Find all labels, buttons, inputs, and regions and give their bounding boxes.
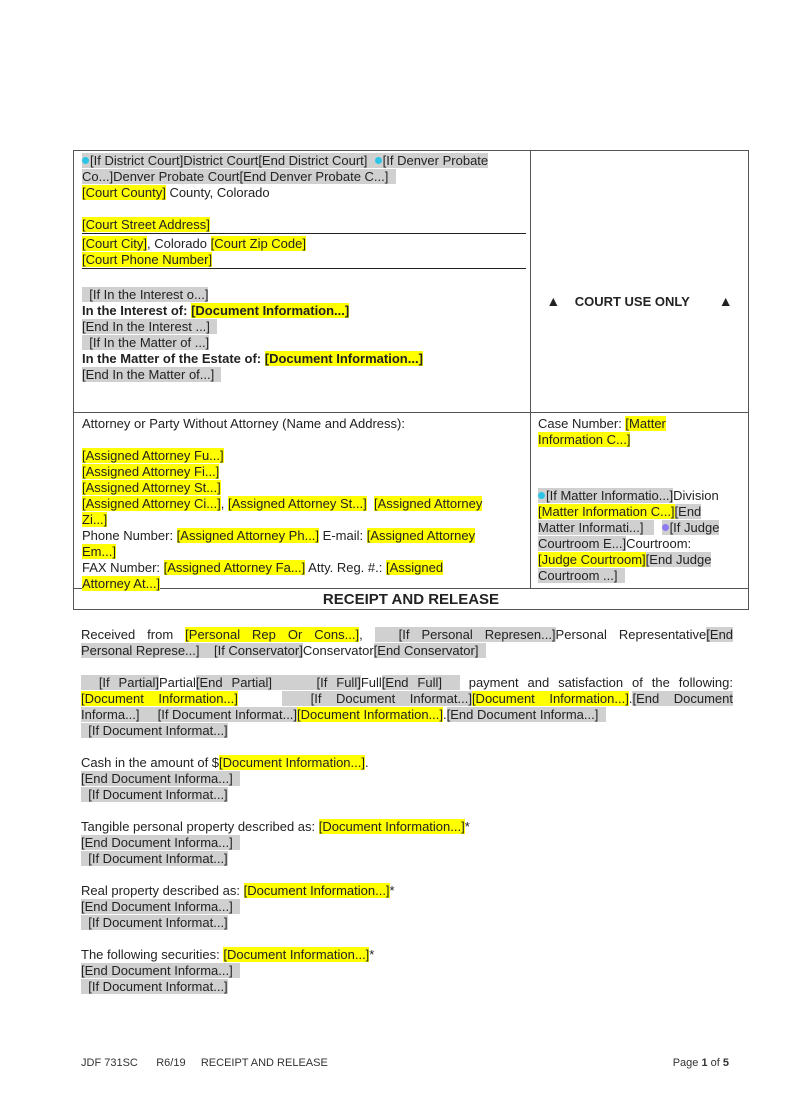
- attorney-firm-field[interactable]: [Assigned Attorney Fi...]: [82, 464, 220, 479]
- cash-paragraph: [81, 755, 733, 803]
- if-personal-rep-field[interactable]: [If Personal Represen...]: [398, 627, 556, 642]
- end-partial-field[interactable]: [End Partial]: [195, 675, 272, 690]
- estate-label: In the Matter of the Estate of:: [82, 351, 265, 366]
- cash-label: Cash in the amount of $: [81, 755, 220, 770]
- court-use-only: [531, 293, 748, 309]
- end-interest-line: [82, 319, 524, 335]
- end-personal-rep-field-a[interactable]: [End: [706, 627, 734, 642]
- county-colorado-text: County, Colorado: [165, 185, 270, 200]
- if-doc-info-field[interactable]: [If Document Informat...]: [88, 979, 228, 994]
- period-text: .: [443, 707, 447, 722]
- cash-doc-info-field[interactable]: [Document Information...]: [219, 755, 365, 770]
- if-denver-field-b[interactable]: Co...]: [82, 169, 114, 184]
- if-matter-line: [82, 335, 524, 351]
- real-property-label: Real property described as:: [81, 883, 244, 898]
- if-doc-info-field[interactable]: [If Document Informat...]: [310, 691, 472, 706]
- end-judge-field-b[interactable]: Courtroom ...]: [538, 568, 618, 583]
- matter-info-field[interactable]: [Matter Information C...]: [538, 504, 675, 519]
- denver-probate-text: Denver Probate Court: [113, 169, 240, 184]
- attorney-state-field[interactable]: [Assigned Attorney St...]: [227, 496, 367, 511]
- court-county-field[interactable]: [Court County]: [82, 185, 166, 200]
- end-doc-info-field[interactable]: [End Document Informa...]: [81, 771, 233, 786]
- case-number-label: Case Number:: [538, 416, 626, 431]
- page-number: 1: [701, 1057, 708, 1069]
- court-city-field[interactable]: [Court City]: [82, 236, 148, 251]
- tangible-paragraph: [81, 819, 733, 867]
- if-doc-info-field[interactable]: [If Document Informat...]: [157, 707, 298, 722]
- page-label: Page: [672, 1057, 702, 1069]
- attorney-fax-line: [82, 560, 524, 576]
- if-doc-info-field[interactable]: [If Document Informat...]: [88, 723, 228, 738]
- interest-label: In the Interest of:: [82, 303, 192, 318]
- attorney-fax-field[interactable]: [Assigned Attorney Fa...]: [163, 560, 306, 575]
- end-doc-info-field[interactable]: [End Document Informa...]: [81, 899, 233, 914]
- end-matter-info-field-a[interactable]: [End: [674, 504, 702, 519]
- end-matter-line: [82, 367, 524, 383]
- court-street-field[interactable]: [Court Street Address]: [82, 217, 210, 232]
- page-indicator: [673, 1057, 729, 1069]
- end-doc-info-field[interactable]: [End Document Informa...]: [446, 707, 599, 722]
- page-footer: [81, 1057, 733, 1069]
- attorney-street-field[interactable]: [Assigned Attorney St...]: [82, 480, 221, 495]
- securities-label: The following securities:: [81, 947, 224, 962]
- email-label: E-mail:: [319, 528, 367, 543]
- end-doc-info-field-a[interactable]: [End Document: [632, 691, 733, 706]
- form-revision: R6/19: [156, 1057, 186, 1069]
- if-doc-info-field[interactable]: [If Document Informat...]: [88, 851, 228, 866]
- field-marker-icon: [662, 524, 669, 531]
- division-field-line: [538, 504, 744, 520]
- up-arrow-icon: ▲: [718, 293, 733, 309]
- estate-doc-info-field[interactable]: [Document Information...]: [264, 351, 423, 366]
- estate-line: [82, 351, 524, 367]
- end-judge-field-a[interactable]: [End Judge: [645, 552, 712, 567]
- attorney-cell: [74, 413, 531, 589]
- of-label: of: [707, 1057, 723, 1069]
- court-line-1: [82, 153, 524, 169]
- if-judge-field-b[interactable]: Courtroom E...]: [538, 536, 627, 551]
- if-matter-info-field[interactable]: [If Matter Informatio...]: [546, 488, 674, 503]
- judge-courtroom-field[interactable]: [Judge Courtroom]: [538, 552, 646, 567]
- division-line: [538, 488, 744, 504]
- judge-courtroom-line: [538, 552, 744, 568]
- court-zip-field[interactable]: [Court Zip Code]: [210, 236, 306, 251]
- received-from-text: Received from: [81, 627, 186, 642]
- district-court-text: District Court: [183, 153, 259, 168]
- court-street-line: [82, 217, 526, 234]
- judge-line: [538, 520, 744, 536]
- phone-label: Phone Number:: [82, 528, 177, 543]
- case-number-line: [538, 416, 744, 432]
- attorney-email-field-b[interactable]: Em...]: [82, 544, 116, 559]
- payment-text: payment and satisfaction of the following:: [459, 675, 733, 690]
- attorney-phone-line: [82, 528, 524, 544]
- if-doc-info-field[interactable]: [If Document Informat...]: [88, 915, 228, 930]
- court-info-cell: [74, 151, 531, 413]
- colorado-text: , Colorado: [147, 236, 211, 251]
- attorney-city-field[interactable]: [Assigned Attorney Ci...]: [82, 496, 221, 511]
- attorney-zip-field-a[interactable]: [Assigned Attorney: [373, 496, 483, 511]
- comma-text: ,: [220, 496, 228, 511]
- received-from-paragraph: [81, 627, 733, 659]
- asterisk-text: *: [369, 947, 375, 962]
- end-district-field[interactable]: [End District Court]: [258, 153, 368, 168]
- attorney-city-line: [82, 496, 524, 512]
- end-conservator-field[interactable]: [End Conservator]: [373, 643, 479, 658]
- footer-title: RECEIPT AND RELEASE: [200, 1057, 328, 1069]
- case-number-field-b[interactable]: Information C...]: [538, 432, 631, 447]
- if-full-field[interactable]: [If Full]: [316, 675, 361, 690]
- interest-doc-info-field[interactable]: [Document Information...]: [191, 303, 350, 318]
- period-text: .: [628, 691, 633, 706]
- end-denver-field[interactable]: [End Denver Probate C...]: [239, 169, 389, 184]
- personal-representative-text: Personal Representative: [555, 627, 707, 642]
- division-label: Division: [673, 488, 719, 503]
- if-conservator-field[interactable]: [If Conservator]: [213, 643, 303, 658]
- court-use-cell: [531, 151, 748, 413]
- end-doc-info-field[interactable]: [End Document Informa...]: [81, 963, 233, 978]
- asterisk-text: *: [389, 883, 395, 898]
- case-number-field-a[interactable]: [Matter: [625, 416, 666, 431]
- end-full-field[interactable]: [End Full]: [381, 675, 442, 690]
- end-interest-field[interactable]: [End In the Interest ...]: [82, 319, 210, 334]
- court-city-line: [82, 236, 524, 252]
- court-phone-line: [82, 252, 526, 269]
- tangible-doc-info-field[interactable]: [Document Information...]: [318, 819, 465, 834]
- if-matter-field[interactable]: [If In the Matter of ...]: [89, 335, 210, 350]
- full-text: Full: [360, 675, 382, 690]
- payment-paragraph: [81, 675, 733, 739]
- court-line-2: [82, 169, 524, 185]
- attorney-email-field-a[interactable]: [Assigned Attorney: [366, 528, 476, 543]
- reg-label: Atty. Reg. #.:: [305, 560, 386, 575]
- page-total: 5: [722, 1057, 729, 1069]
- securities-doc-info-field[interactable]: [Document Information...]: [223, 947, 370, 962]
- attorney-phone-field[interactable]: [Assigned Attorney Ph...]: [176, 528, 320, 543]
- end-personal-rep-field-b[interactable]: Personal Represe...]: [81, 643, 200, 658]
- attorney-full-name-field[interactable]: [Assigned Attorney Fu...]: [82, 448, 224, 463]
- receipt-body: [81, 627, 733, 1011]
- end-matter-info-field-b[interactable]: Matter Informati...]: [538, 520, 644, 535]
- period-text: .: [364, 755, 369, 770]
- if-interest-field[interactable]: [If In the Interest o...]: [89, 287, 209, 302]
- interest-line: [82, 303, 524, 319]
- end-doc-info-field-b[interactable]: Informa...]: [81, 707, 140, 722]
- securities-paragraph: [81, 947, 733, 995]
- partial-text: Partial: [159, 675, 196, 690]
- document-title: RECEIPT AND RELEASE: [322, 591, 500, 608]
- up-arrow-icon: ▲: [546, 293, 561, 309]
- case-number-cell: [531, 413, 748, 589]
- attorney-reg-field-a[interactable]: [Assigned: [385, 560, 444, 575]
- attorney-zip-field-b[interactable]: Zi...]: [82, 512, 108, 527]
- if-interest-line: [82, 287, 524, 303]
- conservator-text: Conservator: [302, 643, 374, 658]
- end-doc-info-field[interactable]: [End Document Informa...]: [81, 835, 233, 850]
- attorney-reg-field-b[interactable]: Attorney At...]: [82, 576, 161, 591]
- if-partial-field[interactable]: [If Partial]: [98, 675, 160, 690]
- field-marker-icon: [82, 157, 89, 164]
- courtroom-line: [538, 536, 744, 552]
- comma-text: ,: [359, 627, 375, 642]
- form-id: JDF 731SC: [81, 1057, 138, 1069]
- if-denver-field-a[interactable]: [If Denver Probate: [382, 153, 489, 168]
- caption-table: [73, 150, 749, 610]
- real-property-doc-info-field[interactable]: [Document Information...]: [243, 883, 390, 898]
- courtroom-label: Courtroom:: [626, 536, 692, 551]
- field-marker-icon: [375, 157, 382, 164]
- if-district-field[interactable]: [If District Court]: [90, 153, 184, 168]
- if-doc-info-field[interactable]: [If Document Informat...]: [88, 787, 228, 802]
- attorney-heading: Attorney or Party Without Attorney (Name and Address):: [82, 416, 405, 431]
- doc-info-field[interactable]: [Document Information...]: [81, 691, 238, 706]
- court-phone-field[interactable]: [Court Phone Number]: [82, 252, 213, 267]
- doc-info-field[interactable]: [Document Information...]: [471, 691, 629, 706]
- asterisk-text: *: [464, 819, 470, 834]
- if-judge-field-a[interactable]: [If Judge: [669, 520, 720, 535]
- court-county-line: [82, 185, 524, 201]
- doc-info-field[interactable]: [Document Information...]: [297, 707, 443, 722]
- court-use-label: COURT USE ONLY: [574, 294, 690, 309]
- field-marker-icon: [538, 492, 545, 499]
- personal-rep-or-cons-field[interactable]: [Personal Rep Or Cons...]: [185, 627, 360, 642]
- real-property-paragraph: [81, 883, 733, 931]
- tangible-label: Tangible personal property described as:: [81, 819, 319, 834]
- fax-label: FAX Number:: [82, 560, 164, 575]
- end-matter-field[interactable]: [End In the Matter of...]: [82, 367, 215, 382]
